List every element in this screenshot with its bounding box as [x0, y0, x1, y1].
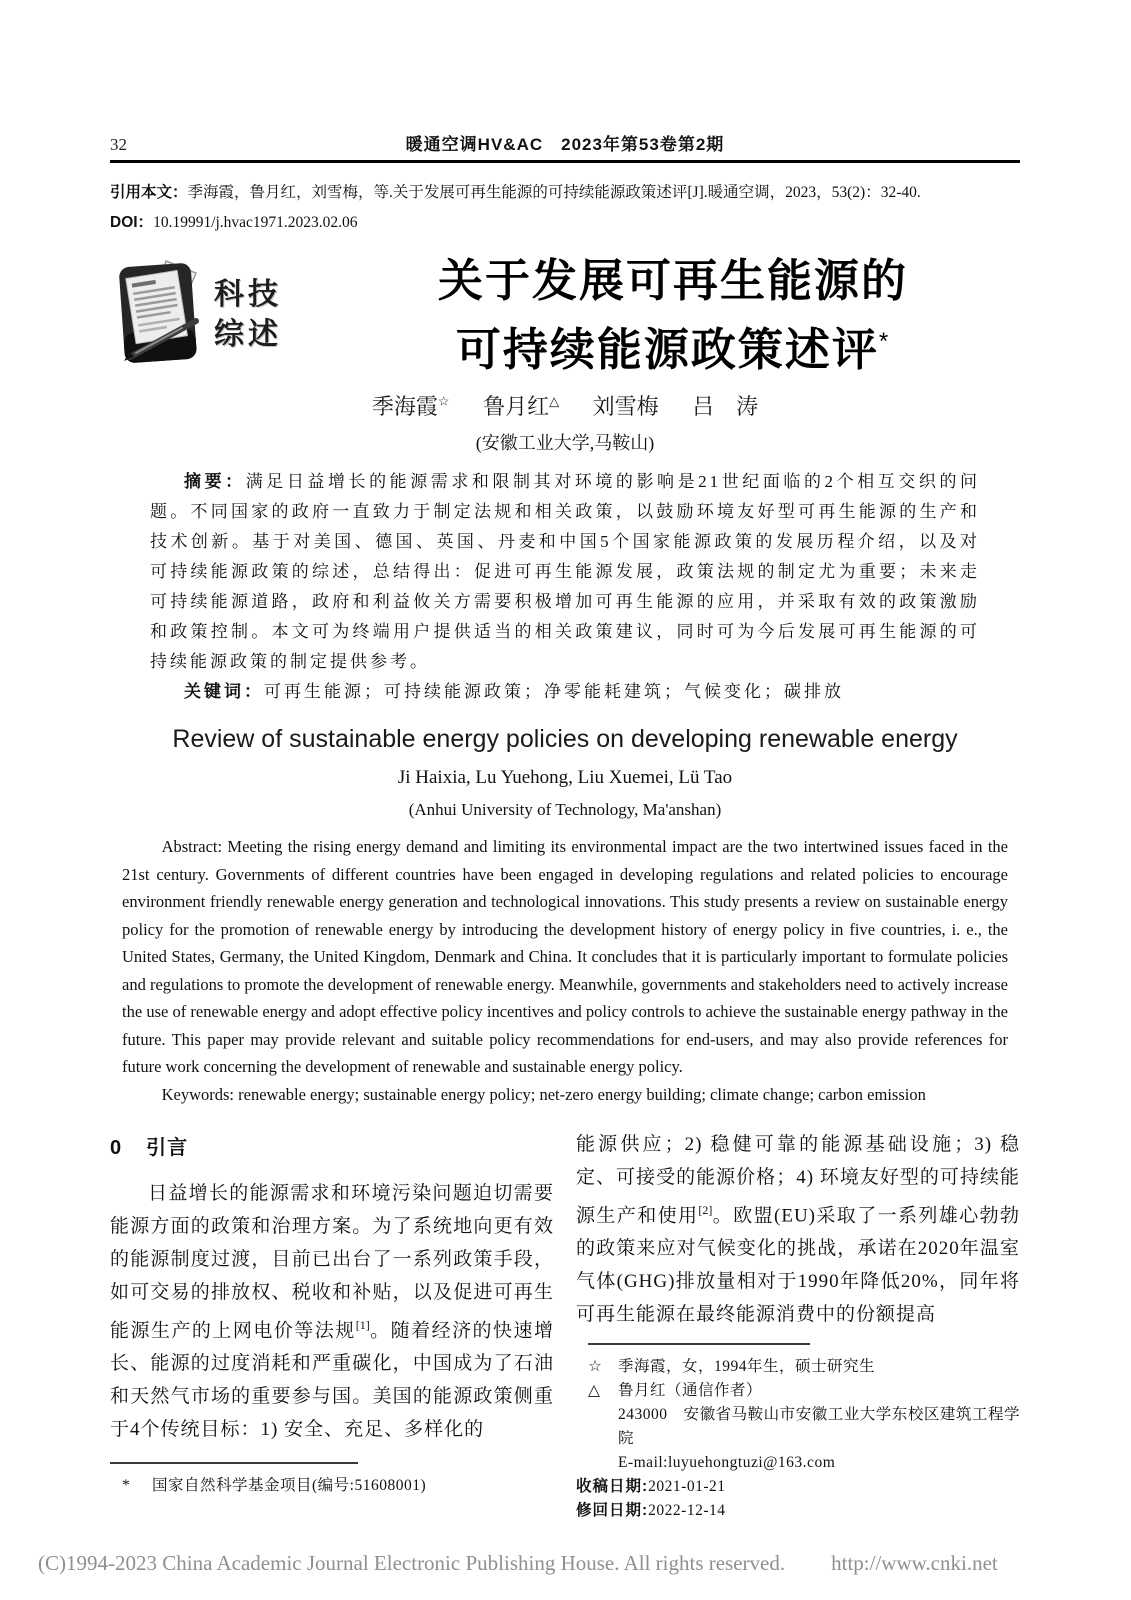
revised-date-value: 2022-12-14: [648, 1502, 726, 1520]
footnote-marker: [576, 1403, 618, 1451]
keywords-cn: [150, 677, 980, 707]
footnote-marker: △: [588, 1382, 601, 1400]
keywords-cn-label: 关键词：: [184, 682, 264, 701]
address-footnote: 243000 安徽省马鞍山市安徽工业大学东校区建筑工程学院: [576, 1403, 1020, 1451]
body-paragraph-left: 日益增长的能源需求和环境污染问题迫切需要能源方面的政策和治理方案。为了系统地向更有效的能源制度过渡，目前已出台了一系列政策手段，如可交易的排放权、税收和补贴，以及促进可再生能源生产的上网电价等法规[1]。随着经济的快速增长、能源的过度消耗和严重碳化，中国成为了石油和天然气市场的重要参与国。美国的能源政策侧重于4个传统目标：1) 安全、充足、多样化的: [110, 1183, 554, 1441]
revised-date-line: [576, 1499, 1020, 1523]
footnote-marker: [576, 1451, 618, 1475]
doi-label: DOI：: [110, 214, 154, 231]
paper-title-cn-line2: 可持续能源政策述评: [455, 324, 879, 375]
title-block: [110, 250, 1020, 380]
section-number: 0: [110, 1137, 123, 1159]
doi-value: 10.19991/j.hvac1971.2023.02.06: [153, 214, 358, 231]
author-footnotes: [576, 1355, 1020, 1523]
author-name: 鲁月红△: [483, 393, 560, 419]
abstract-en: [122, 833, 1008, 1081]
page-content: [110, 0, 1020, 1523]
affiliation-en: (Anhui University of Technology, Ma'anshan): [408, 800, 722, 819]
paper-title-cn: [362, 250, 1020, 380]
footnote-marker: *: [122, 1477, 131, 1495]
keywords-en-text: renewable energy; sustainable energy policy; net-zero energy building; climate change; carbon emission: [238, 1084, 926, 1104]
footnote-rule-right: [588, 1343, 810, 1345]
abstract-en-block: [122, 833, 1008, 1108]
reference-mark-1: [1]: [355, 1318, 370, 1332]
section-heading-intro: [110, 1132, 554, 1165]
badge-label-line1: 科技: [214, 278, 282, 311]
author-name: 吕 涛: [692, 394, 759, 419]
cnki-url: http://www.cnki.net: [831, 1551, 998, 1575]
page-number: 32: [110, 135, 127, 154]
footnote-marker: ☆: [588, 1358, 603, 1376]
author-name: 刘雪梅: [592, 394, 659, 419]
page-header: [110, 0, 1020, 155]
revised-date-label: 修回日期:: [576, 1502, 649, 1520]
right-column: [576, 1128, 1020, 1523]
funding-footnote-text: 国家自然科学基金项目(编号:51608001): [152, 1477, 427, 1495]
abstract-cn-text: 满足日益增长的能源需求和限制其对环境的影响是21世纪面临的2个相互交织的问题。不同国家的政府一直致力于制定法规和相关政策，以鼓励环境友好型可再生能源的生产和技术创新。基于对美国、德国、英国、丹麦和中国5个国家能源政策的发展历程介绍，以及对可持续能源政策的综述，总结得出：促进可再生能源发展，政策法规的制定尤为重要；未来走可持续能源道路，政府和利益攸关方需要积极增加可再生能源的应用，并采取有效的政策激励和政策控制。本文可为终端用户提供适当的相关政策建议，同时可为今后发展可再生能源的可持续能源政策的制定提供参考。: [150, 472, 981, 671]
left-column: [110, 1128, 554, 1523]
received-date-line: [576, 1475, 1020, 1499]
author-marker: △: [549, 393, 560, 409]
doi-line: [110, 208, 1020, 238]
funding-footnote: [110, 1474, 554, 1498]
citation-block: [110, 178, 1020, 238]
citation-label: 引用本文：: [110, 184, 188, 201]
corresponding-author-footnote: △ 鲁月红（通信作者）: [576, 1379, 1020, 1403]
author-bio-footnote: ☆ 季海霞，女，1994年生，硕士研究生: [576, 1355, 1020, 1379]
affiliation-cn: (安徽工业大学,马鞍山): [475, 433, 655, 453]
abstract-cn-block: [150, 467, 980, 707]
column-badge: [110, 257, 362, 373]
badge-label: [214, 275, 282, 355]
header-rule: [110, 160, 1020, 163]
abstract-cn: [150, 467, 980, 677]
abstract-cn-label: 摘要：: [184, 472, 246, 491]
received-date-label: 收稿日期:: [576, 1478, 649, 1496]
author-marker: ☆: [437, 393, 450, 409]
ereader-badge-icon: [110, 257, 206, 373]
body-columns: [110, 1128, 1020, 1523]
citation-text: 季海霞，鲁月红，刘雪梅，等.关于发展可再生能源的可持续能源政策述评[J].暖通空调，2023，53(2)：32-40.: [187, 184, 921, 201]
footnote-rule-left: [110, 1462, 358, 1464]
badge-label-line2: 综述: [214, 318, 282, 351]
authors-en: Ji Haixia, Lu Yuehong, Liu Xuemei, Lü Tao: [397, 767, 733, 788]
paper-title-en: Review of sustainable energy policies on developing renewable energy: [172, 725, 958, 753]
body-paragraph-right: 能源供应；2) 稳健可靠的能源基础设施；3) 稳定、可接受的能源价格；4) 环境友好型的可持续能源生产和使用[2]。欧盟(EU)采取了一系列雄心勃勃的政策来应对气候变化的挑战，承诺在2020年温室气体(GHG)排放量相对于1990年降低20%，同年将可再生能源在最终能源消费中的份额提高: [576, 1134, 1020, 1326]
received-date-value: 2021-01-21: [648, 1478, 726, 1496]
paper-title-cn-line1: 关于发展可再生能源的: [437, 255, 908, 306]
abstract-en-text: Meeting the rising energy demand and limiting its environmental impact are the two intertwined issues faced in the 21st century. Governments of different countries have been engaged in developing regulations and related policies to encourage environment friendly renewable energy generation and technological innovations. This study presents a review on sustainable energy policy for the promotion of renewable energy by introducing the development history of energy policy in five countries, i. e., the United States, Germany, the United Kingdom, Denmark and China. It concludes that it is particularly important to formulate policies and regulations to promote the development of renewable energy. Meanwhile, governments and stakeholders need to actively increase the use of renewable energy and adopt effective policy incentives and policy controls to achieve the sustainable energy pathway in the future. This paper may provide relevant and suitable policy recommendations for end-users, and may also provide references for future work concerning the development of renewable and sustainable energy policy.: [122, 837, 1008, 1076]
copyright-text: (C)1994-2023 China Academic Journal Electronic Publishing House. All rights reserved.: [38, 1551, 786, 1575]
keywords-en: [122, 1081, 1008, 1109]
keywords-cn-text: 可再生能源；可持续能源政策；净零能耗建筑；气候变化；碳排放: [264, 682, 844, 701]
title-footnote-mark: *: [878, 328, 891, 355]
authors-cn: [110, 390, 1020, 421]
abstract-en-label: Abstract:: [161, 837, 223, 856]
journal-issue-line: 暖通空调HV&AC 2023年第53卷第2期: [405, 135, 725, 154]
cnki-footer: [38, 1551, 998, 1576]
section-title: 引言: [146, 1137, 189, 1159]
citation-line: [110, 178, 1020, 208]
keywords-en-label: Keywords:: [161, 1084, 234, 1104]
author-name: 季海霞☆: [371, 393, 450, 419]
email-footnote: E-mail:luyuehongtuzi@163.com: [576, 1451, 1020, 1475]
reference-mark-2: [2]: [698, 1203, 713, 1217]
